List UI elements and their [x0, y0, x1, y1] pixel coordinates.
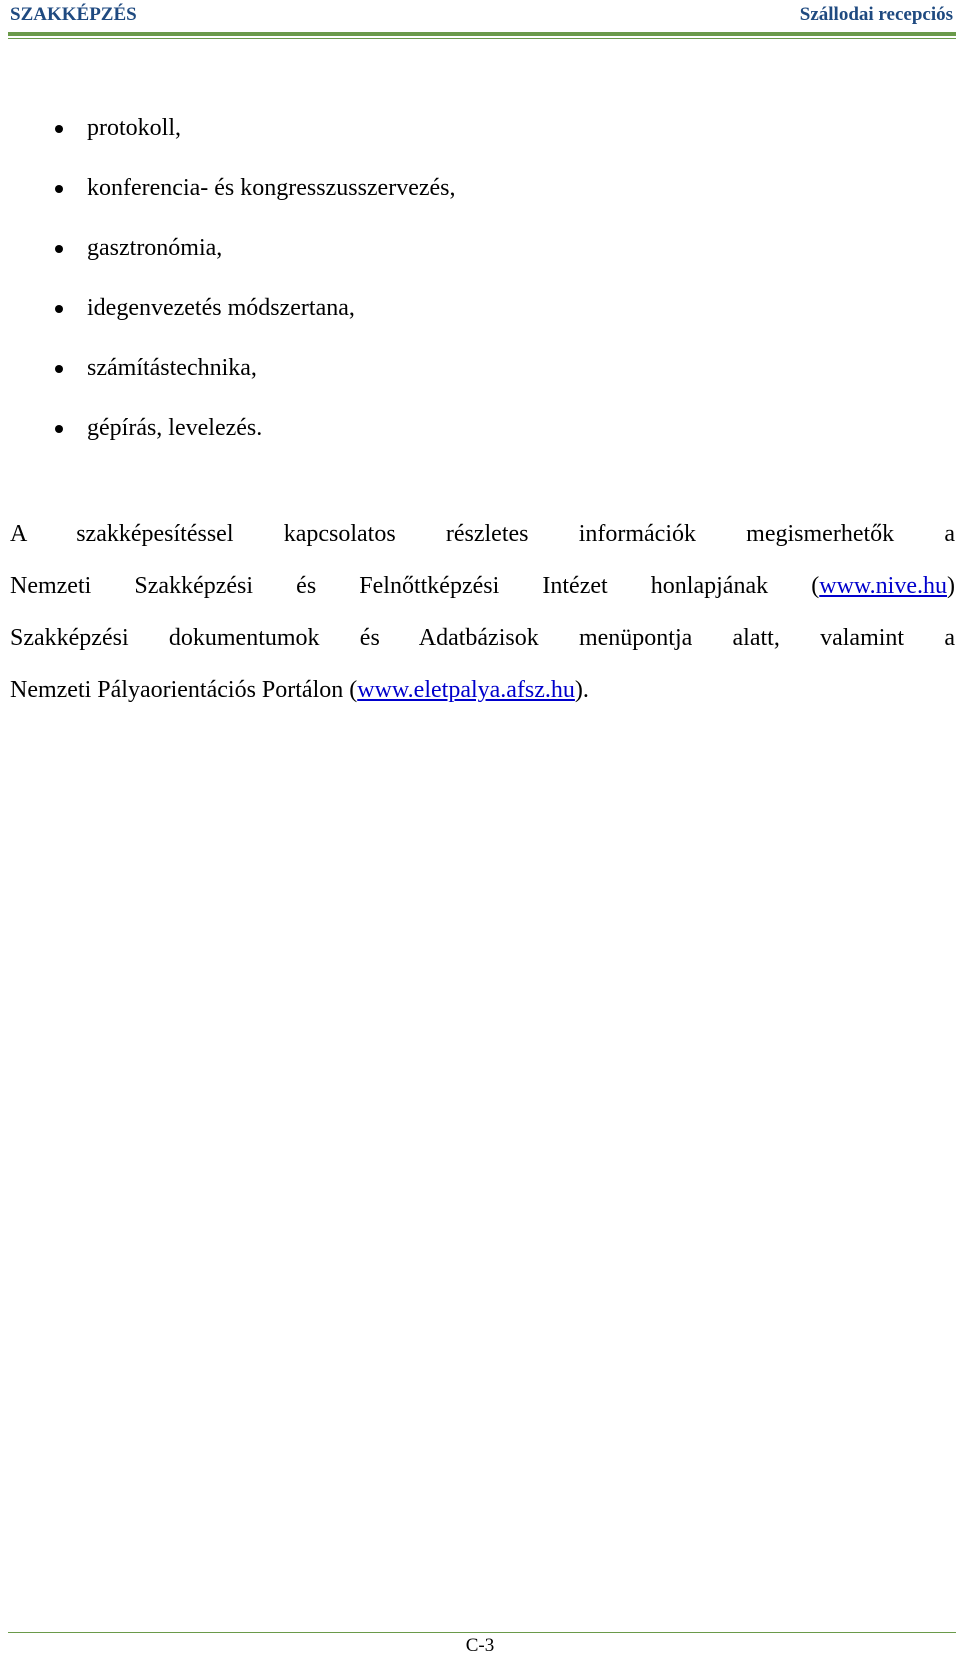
paragraph-line: A szakképesítéssel kapcsolatos részletes információk megismerhetők a [10, 521, 955, 547]
list-item-text: protokoll, [87, 115, 181, 141]
page-header [8, 4, 956, 28]
page-number: C-3 [465, 1635, 495, 1656]
paragraph-line [10, 570, 955, 622]
header-section-title: SZAKKÉPZÉS [10, 4, 137, 25]
header-divider-thin [8, 38, 956, 39]
bullet-icon [55, 425, 63, 433]
bullet-icon [55, 365, 63, 373]
footer-divider [8, 1632, 956, 1633]
paragraph-line: Szakképzési dokumentumok és Adatbázisok menüpontja alatt, valamint a [10, 625, 955, 651]
list-item-text: számítástechnika, [87, 355, 257, 381]
paragraph-text: ). [574, 677, 589, 703]
bullet-icon [55, 185, 63, 193]
paragraph-line [10, 674, 955, 726]
list-item-text: idegenvezetés módszertana, [87, 295, 355, 321]
bullet-icon [55, 305, 63, 313]
paragraph-text: ) [947, 573, 955, 599]
paragraph-text: Nemzeti Pályaorientációs Portálon ( [10, 677, 358, 703]
paragraph-text: Nemzeti Szakképzési és Felnőttképzési Intézet honlapjának ( [10, 573, 820, 599]
bullet-icon [55, 125, 63, 133]
info-paragraph [10, 518, 955, 726]
header-document-title: Szállodai recepciós [799, 4, 953, 25]
eletpalya-link[interactable]: www.eletpalya.afsz.hu [357, 677, 575, 703]
bullet-icon [55, 245, 63, 253]
nive-link[interactable]: www.nive.hu [819, 573, 947, 599]
list-item-text: gépírás, levelezés. [87, 415, 263, 441]
header-divider-thick [8, 32, 956, 36]
list-item-text: konferencia- és kongresszusszervezés, [87, 175, 456, 201]
list-item-text: gasztronómia, [87, 235, 223, 261]
